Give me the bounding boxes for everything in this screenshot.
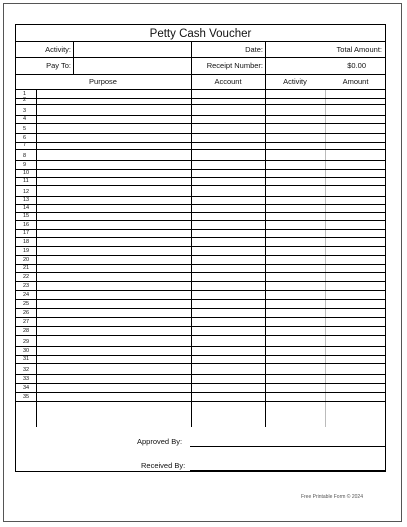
line-item-number: 29	[23, 339, 30, 345]
total-amount-value: $0.00	[347, 61, 366, 70]
line-item-row[interactable]	[15, 347, 386, 356]
line-item-row[interactable]	[15, 213, 386, 221]
line-item-row[interactable]	[15, 336, 386, 347]
total-amount-label: Total Amount:	[336, 45, 382, 54]
line-item-number: 4	[23, 116, 27, 122]
line-item-number: 25	[23, 301, 30, 307]
line-item-number: 10	[23, 170, 30, 176]
line-item-number: 34	[23, 385, 30, 391]
line-item-row[interactable]	[15, 150, 386, 161]
header-row-activity	[15, 41, 386, 58]
line-item-number: 6	[23, 135, 27, 141]
col-amount: Amount	[342, 77, 369, 86]
line-item-row[interactable]	[15, 178, 386, 186]
line-item-row[interactable]	[15, 124, 386, 134]
line-item-number: 22	[23, 274, 30, 280]
line-item-row[interactable]	[15, 90, 386, 99]
line-item-number: 14	[23, 205, 30, 211]
line-item-row[interactable]	[15, 384, 386, 393]
line-item-number: 9	[23, 162, 27, 168]
line-item-row[interactable]	[15, 375, 386, 384]
line-item-number: 1	[23, 91, 27, 97]
received-by-label: Received By:	[141, 461, 186, 470]
line-item-row[interactable]	[15, 116, 386, 124]
line-item-row[interactable]	[15, 161, 386, 170]
line-item-number: 18	[23, 239, 30, 245]
line-item-number: 15	[23, 213, 30, 219]
footer-credit: Free Printable Form © 2024	[300, 494, 363, 500]
line-item-row[interactable]	[15, 256, 386, 265]
line-item-row[interactable]	[15, 273, 386, 282]
line-item-number: 16	[23, 222, 30, 228]
line-item-number: 28	[23, 328, 30, 334]
line-item-number: 35	[23, 394, 30, 400]
col-activity: Activity	[283, 77, 307, 86]
line-item-row[interactable]	[15, 356, 386, 364]
line-item-row[interactable]	[15, 327, 386, 336]
line-item-row[interactable]	[15, 265, 386, 273]
line-item-number: 31	[23, 356, 30, 362]
line-item-number: 27	[23, 319, 30, 325]
line-item-row[interactable]	[15, 300, 386, 309]
line-item-row[interactable]	[15, 230, 386, 238]
line-item-number: 23	[23, 283, 30, 289]
line-item-number: 7	[23, 142, 27, 148]
line-item-number: 3	[23, 108, 27, 114]
received-by-line[interactable]	[190, 470, 385, 471]
receipt-number-label: Receipt Number:	[206, 61, 263, 70]
line-item-number: 32	[23, 367, 30, 373]
line-item-row[interactable]	[15, 134, 386, 143]
line-item-row[interactable]	[15, 393, 386, 402]
line-item-row[interactable]	[15, 309, 386, 318]
pay-to-label: Pay To:	[46, 61, 71, 70]
date-label: Date:	[245, 45, 263, 54]
line-item-row[interactable]	[15, 170, 386, 178]
line-item-row[interactable]	[15, 105, 386, 116]
line-item-row[interactable]	[15, 221, 386, 230]
line-item-row[interactable]	[15, 143, 386, 150]
line-item-number: 2	[23, 97, 27, 103]
line-item-number: 20	[23, 257, 30, 263]
activity-field[interactable]	[74, 42, 191, 58]
line-item-row[interactable]	[15, 238, 386, 247]
line-item-row[interactable]	[15, 364, 386, 375]
column-headers	[15, 74, 386, 89]
line-item-row[interactable]	[15, 282, 386, 291]
line-item-row[interactable]	[15, 291, 386, 300]
activity-label: Activity:	[45, 45, 71, 54]
line-item-number: 21	[23, 265, 30, 271]
line-item-number: 11	[23, 178, 29, 184]
pay-to-field[interactable]	[74, 58, 191, 74]
line-item-row[interactable]	[15, 197, 386, 205]
col-account: Account	[214, 77, 242, 86]
line-item-row[interactable]	[15, 318, 386, 327]
line-item-number: 12	[23, 189, 30, 195]
header-row-payto	[15, 57, 386, 74]
approved-by-line[interactable]	[190, 446, 385, 447]
line-item-number: 5	[23, 126, 27, 132]
line-item-number: 30	[23, 348, 30, 354]
line-item-number: 17	[23, 230, 30, 236]
col-purpose: Purpose	[89, 77, 117, 86]
line-items-grid	[15, 89, 386, 426]
line-item-number: 24	[23, 292, 30, 298]
line-item-number: 26	[23, 310, 30, 316]
line-item-number: 33	[23, 376, 30, 382]
line-item-number: 8	[23, 153, 27, 159]
line-item-number: 13	[23, 197, 30, 203]
line-item-row[interactable]	[15, 186, 386, 197]
line-item-row[interactable]	[15, 205, 386, 213]
line-item-row[interactable]	[15, 247, 386, 256]
approved-by-label: Approved By:	[137, 437, 183, 446]
line-item-number: 19	[23, 248, 30, 254]
form-title: Petty Cash Voucher	[149, 28, 252, 40]
